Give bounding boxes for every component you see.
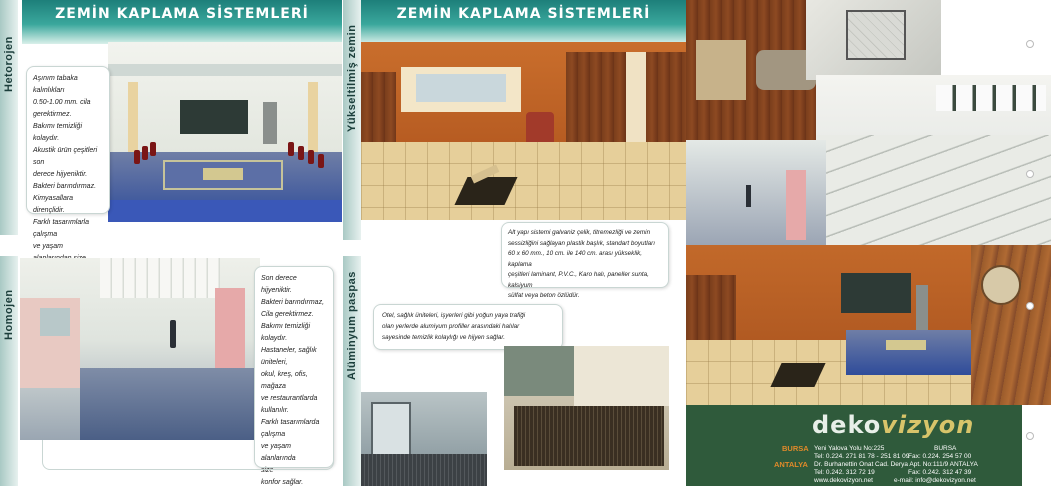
contact-antalya-tel: Tel: 0.242. 312 72 19 [814,469,875,476]
side-label-aluminyum: Alüminyum paspas [346,271,358,380]
aluminyum-description: Otel, sağlık üniteleri, işyerleri gibi yoğun yaya trafiği olan yerlerde alumiyum profiller arasındaki halılar sayesinde temizlik kolaylığı ve hijyen sağlar. [373,304,563,350]
photo-aluminium-mat-entrance [361,392,487,486]
banner-left [22,0,342,44]
banner-middle [361,0,686,44]
contact-web[interactable]: www.dekovizyon.net [814,477,873,484]
homojen-frame [42,440,334,470]
binder-hole-4 [1026,432,1034,440]
contact-bursa-fax: Fax: 0.224. 254 57 00 [908,453,972,460]
side-label-yukseltilmis: Yükseltilmiş zemin [346,24,358,132]
photo-collage-office [686,245,1051,405]
side-label-homojen: Homojen [3,289,15,340]
heterojen-description: Aşınım tabaka kalınlıkları 0.50-1.00 mm. cila gerektirmez. Bakımı temizliği kolaydır. Akustik ürün çeşitleri son derece hijyeniktir. Bakteri barındırmaz. Kimyasallara dirençlidir. Farklı tasarımlarla çalışma ve yaşam [26,66,110,214]
middle-page [343,0,686,486]
brand-logo [812,411,974,439]
brand-logo-part2: vizyon [881,411,975,439]
yukseltilmis-description: Alt yapı sistemi galvaniz çelik, titremezliği ve zemin sessizliğini sağlayan plastik başlık, standart boyutları 60 x 60 mm., 10 cm. ile 140 cm. arası yükseklik, kaplama çeşitleri laminant, P.V.C., Karo halı, paneller sunta, kalsiyum sülfat veya beton özlüdür. [501,222,669,288]
photo-aluminium-mat-lobby [504,346,669,470]
banner-title-left: ZEMİN KAPLAMA SİSTEMLERİ [55,6,309,22]
contact-antalya-label: ANTALYA [774,460,808,469]
homojen-description: Son derece hijyeniktir. Bakteri barındırmaz, Cila gerektirmez. Bakımı temizliği kolaydır. Hastaneler, sağlık üniteleri, okul, kreş, ofis, mağaza ve restaurantlarda kullanılır. Farklı tasarımlarda çalışma ve yaşam alanlarında size konfor sağlar. [254,266,334,468]
photo-collage-corridor [686,140,826,250]
binder-hole-2 [1026,170,1034,178]
side-label-heterojen: Hetorojen [3,36,15,92]
photo-collage-open-hall [816,75,1051,245]
right-page [686,0,1051,486]
left-page [0,0,343,486]
brand-logo-part1: deko [812,411,882,439]
contact-bursa-label: BURSA [782,444,809,453]
brand-footer [686,405,1022,486]
contact-bursa-address: Yeni Yalova Yolu No:225 [814,445,885,452]
photo-homojen-corridor [20,258,260,440]
contact-antalya-fax: Fax: 0.242. 312 47 39 [908,469,972,476]
photo-heterojen-lobby [108,42,342,222]
banner-title-middle: ZEMİN KAPLAMA SİSTEMLERİ [396,6,651,22]
binder-hole-1 [1026,40,1034,48]
contact-bursa-city: BURSA [934,445,957,452]
photo-collage-raised-floor-top [806,0,941,80]
photo-raised-floor-office [361,42,686,220]
binder-hole-3 [1026,302,1034,310]
contact-antalya-address: Dr. Burhanettin Onat Cad. Derya Apt. No:111/9 ANTALYA [814,461,978,468]
contact-bursa-tel: Tel: 0.224. 271 81 78 - 251 81 09 [814,453,910,460]
contact-email[interactable]: e-mail: info@dekovizyon.net [894,477,976,484]
